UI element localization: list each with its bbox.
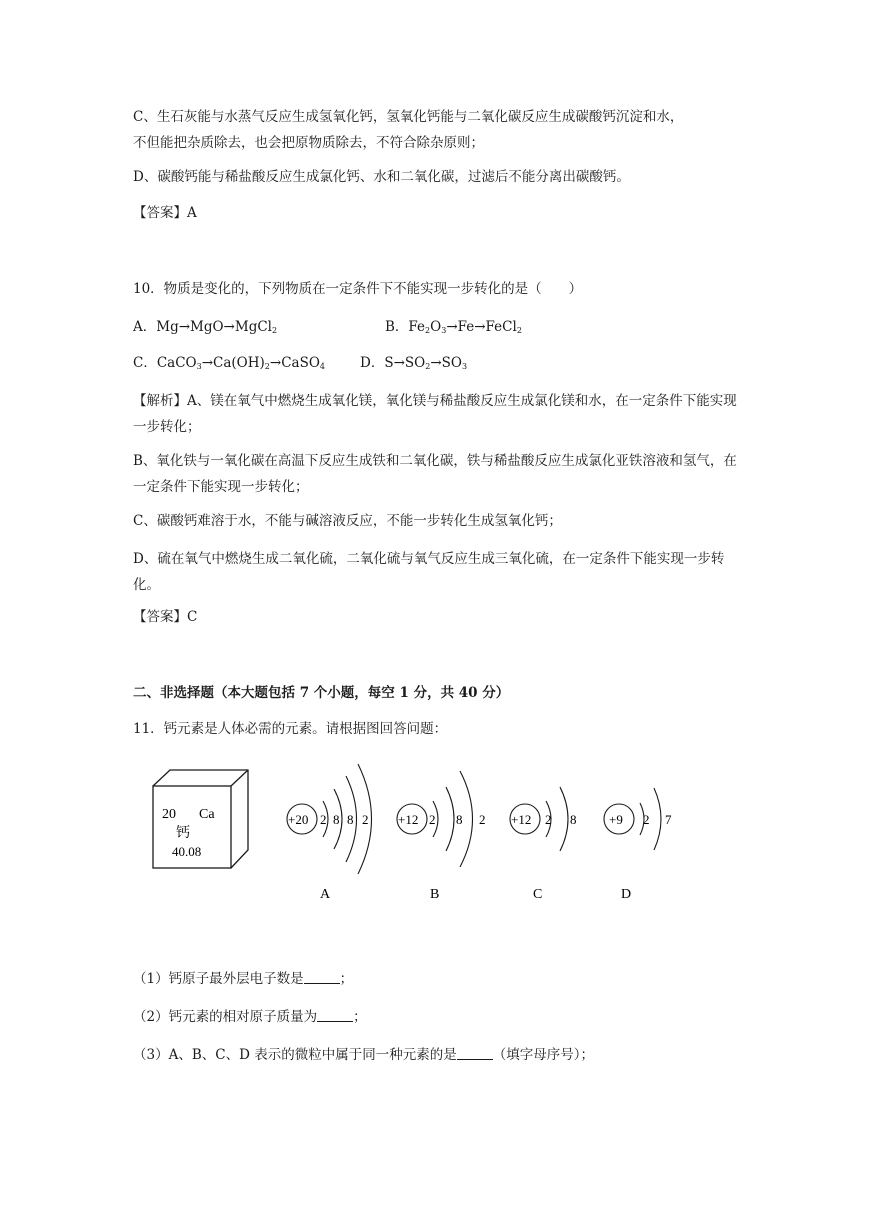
q9-option-d-analysis: D、碳酸钙能与稀盐酸反应生成氯化钙、水和二氧化碳，过滤后不能分离出碳酸钙。 <box>133 169 630 185</box>
q11-figure <box>140 758 700 908</box>
answer-blank[interactable] <box>304 969 340 984</box>
shell-count: 8 <box>333 812 340 827</box>
subscript: 4 <box>319 362 325 371</box>
diagram-label: C <box>533 887 543 902</box>
shell-count: 2 <box>320 812 327 827</box>
subscript: 2 <box>264 362 270 371</box>
sub-question-text: （3）A、B、C、D 表示的微粒中属于同一种元素的是 <box>133 1047 457 1063</box>
option-label: A． <box>133 319 157 335</box>
element-number: 20 <box>162 807 176 822</box>
formula-text: →CaSO <box>269 355 320 371</box>
q10-analysis-b: B、氧化铁与一氧化碳在高温下反应生成铁和二氧化碳，铁与稀盐酸反应生成氯化亚铁溶液和氢气，在一定条件下能实现一步转化； <box>133 453 737 495</box>
answer-blank[interactable] <box>317 1007 353 1022</box>
q10-option-a <box>133 314 277 344</box>
q10-option-c <box>133 350 325 380</box>
formula-text: →Fe→FeCl <box>446 319 517 335</box>
q10-answer: 【答案】C <box>133 609 198 625</box>
formula-text: →Ca(OH) <box>201 355 265 371</box>
nucleus-charge: +12 <box>511 812 532 827</box>
q10-stem: 10．物质是变化的，下列物质在一定条件下不能实现一步转化的是（ ） <box>133 281 583 297</box>
formula-text: Mg→MgO→MgCl <box>156 319 272 335</box>
q11-sub2 <box>133 1004 367 1030</box>
shell-count: 8 <box>570 812 577 827</box>
sub-question-end: ； <box>339 971 354 987</box>
sub-question-text: （1）钙原子最外层电子数是 <box>133 971 304 987</box>
q9-option-c-line1: C、生石灰能与水蒸气反应生成氢氧化钙，氢氧化钙能与二氧化碳反应生成碳酸钙沉淀和水， <box>133 109 684 125</box>
q10-analysis-d: D、硫在氧气中燃烧生成二氧化硫，二氧化硫与氧气反应生成三氧化硫，在一定条件下能实现一步转化。 <box>133 551 725 593</box>
shell-count: 2 <box>643 812 650 827</box>
q11-sub1 <box>133 966 353 992</box>
nucleus-charge: +20 <box>288 812 309 827</box>
section-heading: 二、非选择题（本大题包括 7 个小题，每空 1 分，共 40 分） <box>133 685 510 701</box>
subscript: 2 <box>425 362 431 371</box>
formula-text: Fe <box>408 319 426 335</box>
sub-question-end: ； <box>353 1009 367 1025</box>
subscript: 2 <box>425 326 431 335</box>
element-mass: 40.08 <box>172 844 202 859</box>
option-label: B． <box>385 319 409 335</box>
shell-count: 2 <box>362 812 369 827</box>
formula-text: CaCO <box>156 355 197 371</box>
q10-analysis-c: C、碳酸钙难溶于水，不能与碱溶液反应，不能一步转化生成氢氧化钙； <box>133 513 562 529</box>
element-symbol: Ca <box>199 807 215 822</box>
subscript: 3 <box>196 362 202 371</box>
diagram-label: D <box>621 887 632 902</box>
q11-sub3 <box>133 1042 594 1068</box>
q9-answer: 【答案】A <box>133 205 197 221</box>
diagram-label: A <box>320 887 331 902</box>
option-label: D． <box>360 355 385 371</box>
shell-count: 7 <box>665 812 672 827</box>
option-label: C． <box>133 355 157 371</box>
diagram-label: B <box>430 887 440 902</box>
q9-option-c-line2: 不但能把杂质除去，也会把原物质除去，不符合除杂原则； <box>133 135 484 151</box>
q10-analysis-a: 【解析】A、镁在氧气中燃烧生成氧化镁，氧化镁与稀盐酸反应生成氯化镁和水，在一定条件下能实现一步转化； <box>133 393 737 435</box>
subscript: 3 <box>461 362 468 371</box>
q11-stem: 11．钙元素是人体必需的元素。请根据图回答问题： <box>133 721 448 737</box>
formula-text: S→SO <box>384 355 426 371</box>
formula-text: →SO <box>430 355 462 371</box>
shell-count: 8 <box>456 812 463 827</box>
element-name: 钙 <box>176 826 190 841</box>
formula-text: O <box>430 319 442 335</box>
sub-question-end: （填字母序号）； <box>492 1047 594 1063</box>
answer-blank[interactable] <box>457 1045 493 1060</box>
nucleus-charge: +9 <box>609 812 623 827</box>
subscript: 2 <box>271 326 278 335</box>
shell-count: 2 <box>479 812 486 827</box>
subscript: 2 <box>516 326 522 335</box>
shell-count: 2 <box>545 812 552 827</box>
shell-count: 2 <box>429 812 436 827</box>
shell-count: 8 <box>347 812 354 827</box>
q10-option-d <box>360 350 467 380</box>
sub-question-text: （2）钙元素的相对原子质量为 <box>133 1009 318 1025</box>
subscript: 3 <box>441 326 447 335</box>
nucleus-charge: +12 <box>398 812 419 827</box>
q10-option-b <box>385 314 522 344</box>
